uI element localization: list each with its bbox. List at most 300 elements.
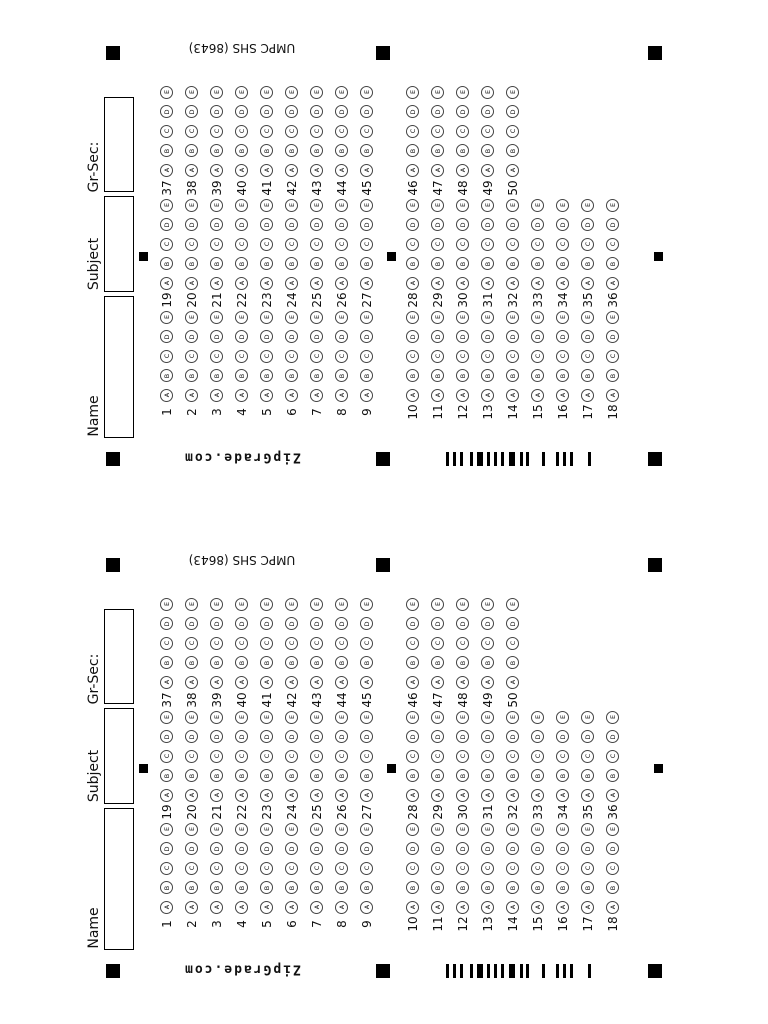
answer-bubble-b[interactable] xyxy=(481,257,494,270)
answer-bubble-a[interactable] xyxy=(506,676,519,689)
answer-bubble-e[interactable] xyxy=(185,823,198,836)
answer-bubble-b[interactable] xyxy=(606,257,619,270)
answer-bubble-b[interactable] xyxy=(235,369,248,382)
answer-bubble-c[interactable] xyxy=(210,637,223,650)
answer-bubble-b[interactable] xyxy=(506,257,519,270)
answer-bubble-a[interactable] xyxy=(360,901,373,914)
answer-bubble-b[interactable] xyxy=(556,369,569,382)
answer-bubble-c[interactable] xyxy=(406,637,419,650)
answer-bubble-a[interactable] xyxy=(185,901,198,914)
answer-bubble-b[interactable] xyxy=(260,369,273,382)
answer-bubble-d[interactable] xyxy=(335,330,348,343)
answer-bubble-b[interactable] xyxy=(431,369,444,382)
answer-bubble-b[interactable] xyxy=(285,881,298,894)
answer-bubble-d[interactable] xyxy=(160,105,173,118)
answer-bubble-a[interactable] xyxy=(160,277,173,290)
answer-bubble-c[interactable] xyxy=(335,350,348,363)
answer-bubble-d[interactable] xyxy=(606,330,619,343)
answer-bubble-a[interactable] xyxy=(456,676,469,689)
answer-bubble-b[interactable] xyxy=(260,144,273,157)
answer-bubble-c[interactable] xyxy=(531,238,544,251)
answer-bubble-d[interactable] xyxy=(481,105,494,118)
answer-bubble-c[interactable] xyxy=(531,862,544,875)
answer-bubble-c[interactable] xyxy=(160,862,173,875)
answer-bubble-d[interactable] xyxy=(581,218,594,231)
answer-bubble-a[interactable] xyxy=(360,389,373,402)
answer-bubble-d[interactable] xyxy=(185,842,198,855)
answer-bubble-e[interactable] xyxy=(506,86,519,99)
answer-bubble-d[interactable] xyxy=(360,330,373,343)
answer-bubble-a[interactable] xyxy=(210,789,223,802)
answer-bubble-a[interactable] xyxy=(506,901,519,914)
answer-bubble-b[interactable] xyxy=(260,656,273,669)
answer-bubble-d[interactable] xyxy=(185,617,198,630)
answer-bubble-d[interactable] xyxy=(260,842,273,855)
answer-bubble-e[interactable] xyxy=(335,823,348,836)
answer-bubble-d[interactable] xyxy=(481,330,494,343)
answer-bubble-d[interactable] xyxy=(210,617,223,630)
answer-bubble-d[interactable] xyxy=(185,105,198,118)
answer-bubble-d[interactable] xyxy=(606,730,619,743)
answer-bubble-d[interactable] xyxy=(310,330,323,343)
answer-bubble-a[interactable] xyxy=(185,389,198,402)
answer-bubble-d[interactable] xyxy=(506,617,519,630)
answer-bubble-a[interactable] xyxy=(285,901,298,914)
answer-bubble-a[interactable] xyxy=(260,277,273,290)
answer-bubble-b[interactable] xyxy=(235,881,248,894)
answer-bubble-b[interactable] xyxy=(406,257,419,270)
answer-bubble-d[interactable] xyxy=(260,105,273,118)
answer-bubble-e[interactable] xyxy=(606,311,619,324)
answer-bubble-b[interactable] xyxy=(260,881,273,894)
answer-bubble-e[interactable] xyxy=(556,711,569,724)
answer-bubble-d[interactable] xyxy=(531,218,544,231)
answer-bubble-e[interactable] xyxy=(506,311,519,324)
answer-bubble-c[interactable] xyxy=(185,637,198,650)
answer-bubble-a[interactable] xyxy=(406,389,419,402)
answer-bubble-e[interactable] xyxy=(360,311,373,324)
answer-bubble-b[interactable] xyxy=(260,769,273,782)
answer-bubble-d[interactable] xyxy=(531,842,544,855)
answer-bubble-e[interactable] xyxy=(235,311,248,324)
answer-bubble-b[interactable] xyxy=(235,656,248,669)
answer-bubble-a[interactable] xyxy=(285,789,298,802)
answer-bubble-c[interactable] xyxy=(556,350,569,363)
answer-bubble-a[interactable] xyxy=(456,164,469,177)
answer-bubble-c[interactable] xyxy=(360,125,373,138)
answer-bubble-e[interactable] xyxy=(431,311,444,324)
answer-bubble-c[interactable] xyxy=(506,125,519,138)
answer-bubble-b[interactable] xyxy=(160,144,173,157)
answer-bubble-a[interactable] xyxy=(335,164,348,177)
answer-bubble-a[interactable] xyxy=(235,164,248,177)
answer-bubble-d[interactable] xyxy=(310,617,323,630)
answer-bubble-d[interactable] xyxy=(235,617,248,630)
answer-bubble-e[interactable] xyxy=(260,598,273,611)
answer-bubble-e[interactable] xyxy=(581,823,594,836)
answer-bubble-b[interactable] xyxy=(531,769,544,782)
answer-bubble-d[interactable] xyxy=(260,330,273,343)
answer-bubble-d[interactable] xyxy=(606,842,619,855)
answer-bubble-a[interactable] xyxy=(431,277,444,290)
answer-bubble-c[interactable] xyxy=(556,750,569,763)
answer-bubble-b[interactable] xyxy=(310,769,323,782)
answer-bubble-a[interactable] xyxy=(160,789,173,802)
answer-bubble-e[interactable] xyxy=(481,311,494,324)
answer-bubble-a[interactable] xyxy=(481,789,494,802)
answer-bubble-e[interactable] xyxy=(310,598,323,611)
answer-bubble-a[interactable] xyxy=(581,277,594,290)
answer-bubble-a[interactable] xyxy=(235,277,248,290)
answer-bubble-a[interactable] xyxy=(606,389,619,402)
answer-bubble-c[interactable] xyxy=(431,350,444,363)
answer-bubble-c[interactable] xyxy=(185,125,198,138)
answer-bubble-e[interactable] xyxy=(506,598,519,611)
answer-bubble-d[interactable] xyxy=(581,330,594,343)
answer-bubble-d[interactable] xyxy=(160,330,173,343)
name-field[interactable] xyxy=(104,296,134,438)
answer-bubble-e[interactable] xyxy=(285,823,298,836)
answer-bubble-b[interactable] xyxy=(160,656,173,669)
answer-bubble-a[interactable] xyxy=(160,901,173,914)
answer-bubble-b[interactable] xyxy=(456,881,469,894)
answer-bubble-b[interactable] xyxy=(456,369,469,382)
answer-bubble-b[interactable] xyxy=(160,369,173,382)
answer-bubble-a[interactable] xyxy=(335,277,348,290)
answer-bubble-a[interactable] xyxy=(235,789,248,802)
answer-bubble-e[interactable] xyxy=(556,199,569,212)
answer-bubble-b[interactable] xyxy=(431,656,444,669)
answer-bubble-e[interactable] xyxy=(481,598,494,611)
answer-bubble-a[interactable] xyxy=(185,789,198,802)
answer-bubble-c[interactable] xyxy=(335,862,348,875)
answer-bubble-b[interactable] xyxy=(310,144,323,157)
answer-bubble-e[interactable] xyxy=(556,311,569,324)
answer-bubble-b[interactable] xyxy=(606,369,619,382)
answer-bubble-b[interactable] xyxy=(160,257,173,270)
answer-bubble-d[interactable] xyxy=(185,330,198,343)
answer-bubble-a[interactable] xyxy=(260,389,273,402)
answer-bubble-b[interactable] xyxy=(160,769,173,782)
answer-bubble-c[interactable] xyxy=(360,350,373,363)
answer-bubble-c[interactable] xyxy=(506,350,519,363)
answer-bubble-c[interactable] xyxy=(581,750,594,763)
answer-bubble-d[interactable] xyxy=(406,842,419,855)
answer-bubble-d[interactable] xyxy=(606,218,619,231)
answer-bubble-a[interactable] xyxy=(481,164,494,177)
answer-bubble-a[interactable] xyxy=(235,901,248,914)
answer-bubble-b[interactable] xyxy=(335,656,348,669)
answer-bubble-a[interactable] xyxy=(456,789,469,802)
answer-bubble-a[interactable] xyxy=(431,164,444,177)
answer-bubble-b[interactable] xyxy=(185,144,198,157)
answer-bubble-d[interactable] xyxy=(406,617,419,630)
answer-bubble-d[interactable] xyxy=(285,105,298,118)
answer-bubble-e[interactable] xyxy=(406,823,419,836)
answer-bubble-b[interactable] xyxy=(335,369,348,382)
answer-bubble-b[interactable] xyxy=(360,656,373,669)
answer-bubble-d[interactable] xyxy=(556,330,569,343)
answer-bubble-e[interactable] xyxy=(160,311,173,324)
answer-bubble-d[interactable] xyxy=(581,730,594,743)
answer-bubble-a[interactable] xyxy=(285,277,298,290)
answer-bubble-e[interactable] xyxy=(235,823,248,836)
answer-bubble-d[interactable] xyxy=(335,842,348,855)
answer-bubble-b[interactable] xyxy=(431,769,444,782)
answer-bubble-d[interactable] xyxy=(160,842,173,855)
answer-bubble-d[interactable] xyxy=(210,330,223,343)
answer-bubble-d[interactable] xyxy=(235,330,248,343)
answer-bubble-b[interactable] xyxy=(406,881,419,894)
answer-bubble-c[interactable] xyxy=(531,350,544,363)
answer-bubble-c[interactable] xyxy=(506,637,519,650)
answer-bubble-d[interactable] xyxy=(235,842,248,855)
answer-bubble-a[interactable] xyxy=(335,789,348,802)
answer-bubble-c[interactable] xyxy=(260,862,273,875)
answer-bubble-d[interactable] xyxy=(531,330,544,343)
answer-bubble-b[interactable] xyxy=(506,881,519,894)
answer-bubble-b[interactable] xyxy=(581,881,594,894)
answer-bubble-e[interactable] xyxy=(160,86,173,99)
answer-bubble-c[interactable] xyxy=(210,350,223,363)
answer-bubble-a[interactable] xyxy=(531,389,544,402)
answer-bubble-e[interactable] xyxy=(310,823,323,836)
answer-bubble-a[interactable] xyxy=(310,901,323,914)
answer-bubble-e[interactable] xyxy=(531,823,544,836)
answer-bubble-d[interactable] xyxy=(285,617,298,630)
answer-bubble-b[interactable] xyxy=(481,656,494,669)
answer-bubble-d[interactable] xyxy=(506,842,519,855)
answer-bubble-b[interactable] xyxy=(360,257,373,270)
answer-bubble-b[interactable] xyxy=(285,257,298,270)
answer-bubble-d[interactable] xyxy=(360,842,373,855)
answer-bubble-c[interactable] xyxy=(581,862,594,875)
answer-bubble-b[interactable] xyxy=(360,144,373,157)
answer-bubble-c[interactable] xyxy=(456,862,469,875)
answer-bubble-a[interactable] xyxy=(235,389,248,402)
answer-bubble-b[interactable] xyxy=(406,656,419,669)
answer-bubble-e[interactable] xyxy=(531,311,544,324)
answer-bubble-a[interactable] xyxy=(556,901,569,914)
answer-bubble-b[interactable] xyxy=(506,144,519,157)
answer-bubble-b[interactable] xyxy=(335,769,348,782)
answer-bubble-c[interactable] xyxy=(210,862,223,875)
answer-bubble-c[interactable] xyxy=(285,637,298,650)
answer-bubble-e[interactable] xyxy=(210,311,223,324)
answer-bubble-d[interactable] xyxy=(531,730,544,743)
answer-bubble-e[interactable] xyxy=(360,86,373,99)
answer-bubble-e[interactable] xyxy=(481,86,494,99)
answer-bubble-d[interactable] xyxy=(360,105,373,118)
answer-bubble-e[interactable] xyxy=(456,823,469,836)
answer-bubble-c[interactable] xyxy=(606,238,619,251)
answer-bubble-e[interactable] xyxy=(406,86,419,99)
answer-bubble-e[interactable] xyxy=(606,823,619,836)
answer-bubble-d[interactable] xyxy=(260,617,273,630)
answer-bubble-b[interactable] xyxy=(185,656,198,669)
answer-bubble-d[interactable] xyxy=(210,105,223,118)
answer-bubble-d[interactable] xyxy=(431,842,444,855)
answer-bubble-b[interactable] xyxy=(481,881,494,894)
answer-bubble-a[interactable] xyxy=(360,164,373,177)
answer-bubble-e[interactable] xyxy=(456,598,469,611)
answer-bubble-a[interactable] xyxy=(431,901,444,914)
answer-bubble-d[interactable] xyxy=(360,617,373,630)
answer-bubble-c[interactable] xyxy=(481,637,494,650)
answer-bubble-a[interactable] xyxy=(260,676,273,689)
answer-bubble-e[interactable] xyxy=(160,598,173,611)
answer-bubble-c[interactable] xyxy=(285,862,298,875)
answer-bubble-d[interactable] xyxy=(160,617,173,630)
answer-bubble-e[interactable] xyxy=(335,598,348,611)
answer-bubble-a[interactable] xyxy=(185,277,198,290)
answer-bubble-a[interactable] xyxy=(556,389,569,402)
answer-bubble-b[interactable] xyxy=(360,769,373,782)
answer-bubble-a[interactable] xyxy=(456,277,469,290)
answer-bubble-b[interactable] xyxy=(556,257,569,270)
answer-bubble-c[interactable] xyxy=(235,862,248,875)
answer-bubble-a[interactable] xyxy=(406,676,419,689)
answer-bubble-e[interactable] xyxy=(406,311,419,324)
answer-bubble-e[interactable] xyxy=(406,598,419,611)
answer-bubble-a[interactable] xyxy=(481,389,494,402)
answer-bubble-a[interactable] xyxy=(335,676,348,689)
answer-bubble-c[interactable] xyxy=(456,637,469,650)
answer-bubble-a[interactable] xyxy=(160,389,173,402)
answer-bubble-e[interactable] xyxy=(456,311,469,324)
answer-bubble-c[interactable] xyxy=(335,125,348,138)
answer-bubble-c[interactable] xyxy=(606,862,619,875)
answer-bubble-b[interactable] xyxy=(481,369,494,382)
answer-bubble-c[interactable] xyxy=(506,862,519,875)
answer-bubble-a[interactable] xyxy=(335,389,348,402)
answer-bubble-d[interactable] xyxy=(310,842,323,855)
answer-bubble-a[interactable] xyxy=(210,389,223,402)
grsec-field[interactable] xyxy=(104,97,134,192)
answer-bubble-c[interactable] xyxy=(606,750,619,763)
answer-bubble-d[interactable] xyxy=(481,842,494,855)
answer-bubble-e[interactable] xyxy=(431,823,444,836)
answer-bubble-a[interactable] xyxy=(185,676,198,689)
answer-bubble-b[interactable] xyxy=(335,881,348,894)
answer-bubble-a[interactable] xyxy=(556,789,569,802)
answer-bubble-e[interactable] xyxy=(285,86,298,99)
answer-bubble-b[interactable] xyxy=(406,144,419,157)
answer-bubble-a[interactable] xyxy=(260,164,273,177)
answer-bubble-c[interactable] xyxy=(406,350,419,363)
answer-bubble-b[interactable] xyxy=(285,656,298,669)
answer-bubble-b[interactable] xyxy=(431,144,444,157)
answer-bubble-e[interactable] xyxy=(235,86,248,99)
answer-bubble-c[interactable] xyxy=(310,862,323,875)
answer-bubble-b[interactable] xyxy=(210,257,223,270)
answer-bubble-a[interactable] xyxy=(360,277,373,290)
answer-bubble-b[interactable] xyxy=(606,769,619,782)
answer-bubble-b[interactable] xyxy=(210,144,223,157)
answer-bubble-d[interactable] xyxy=(556,842,569,855)
answer-bubble-a[interactable] xyxy=(406,901,419,914)
answer-bubble-c[interactable] xyxy=(160,125,173,138)
answer-bubble-b[interactable] xyxy=(310,257,323,270)
answer-bubble-a[interactable] xyxy=(606,789,619,802)
answer-bubble-b[interactable] xyxy=(431,257,444,270)
answer-bubble-e[interactable] xyxy=(456,86,469,99)
answer-bubble-a[interactable] xyxy=(160,676,173,689)
answer-bubble-e[interactable] xyxy=(531,199,544,212)
answer-bubble-e[interactable] xyxy=(260,86,273,99)
answer-bubble-a[interactable] xyxy=(556,277,569,290)
answer-bubble-a[interactable] xyxy=(506,277,519,290)
answer-bubble-b[interactable] xyxy=(581,257,594,270)
answer-bubble-a[interactable] xyxy=(310,389,323,402)
answer-bubble-b[interactable] xyxy=(310,656,323,669)
answer-bubble-e[interactable] xyxy=(310,311,323,324)
answer-bubble-c[interactable] xyxy=(335,637,348,650)
answer-bubble-b[interactable] xyxy=(335,144,348,157)
answer-bubble-b[interactable] xyxy=(360,881,373,894)
answer-bubble-a[interactable] xyxy=(260,901,273,914)
answer-bubble-c[interactable] xyxy=(431,637,444,650)
answer-bubble-b[interactable] xyxy=(406,769,419,782)
answer-bubble-a[interactable] xyxy=(431,789,444,802)
answer-bubble-a[interactable] xyxy=(310,789,323,802)
answer-bubble-d[interactable] xyxy=(456,105,469,118)
answer-bubble-e[interactable] xyxy=(360,823,373,836)
answer-bubble-a[interactable] xyxy=(185,164,198,177)
answer-bubble-a[interactable] xyxy=(456,901,469,914)
answer-bubble-e[interactable] xyxy=(210,86,223,99)
name-field[interactable] xyxy=(104,808,134,950)
answer-bubble-b[interactable] xyxy=(285,769,298,782)
answer-bubble-b[interactable] xyxy=(556,881,569,894)
answer-bubble-e[interactable] xyxy=(581,311,594,324)
answer-bubble-c[interactable] xyxy=(360,862,373,875)
answer-bubble-e[interactable] xyxy=(185,598,198,611)
answer-bubble-a[interactable] xyxy=(481,676,494,689)
answer-bubble-e[interactable] xyxy=(235,598,248,611)
answer-bubble-b[interactable] xyxy=(210,369,223,382)
answer-bubble-e[interactable] xyxy=(431,598,444,611)
answer-bubble-c[interactable] xyxy=(260,350,273,363)
answer-bubble-c[interactable] xyxy=(581,350,594,363)
answer-bubble-a[interactable] xyxy=(310,676,323,689)
answer-bubble-b[interactable] xyxy=(606,881,619,894)
answer-bubble-c[interactable] xyxy=(406,125,419,138)
subject-field[interactable] xyxy=(104,196,134,292)
answer-bubble-a[interactable] xyxy=(360,676,373,689)
answer-bubble-b[interactable] xyxy=(556,769,569,782)
answer-bubble-d[interactable] xyxy=(431,330,444,343)
answer-bubble-c[interactable] xyxy=(210,125,223,138)
answer-bubble-b[interactable] xyxy=(285,144,298,157)
answer-bubble-b[interactable] xyxy=(210,656,223,669)
subject-field[interactable] xyxy=(104,708,134,804)
answer-bubble-e[interactable] xyxy=(581,711,594,724)
answer-bubble-b[interactable] xyxy=(581,769,594,782)
answer-bubble-a[interactable] xyxy=(506,789,519,802)
answer-bubble-c[interactable] xyxy=(581,238,594,251)
answer-bubble-b[interactable] xyxy=(431,881,444,894)
grsec-field[interactable] xyxy=(104,609,134,704)
answer-bubble-e[interactable] xyxy=(360,598,373,611)
answer-bubble-b[interactable] xyxy=(210,881,223,894)
answer-bubble-a[interactable] xyxy=(235,676,248,689)
answer-bubble-b[interactable] xyxy=(235,257,248,270)
answer-bubble-e[interactable] xyxy=(581,199,594,212)
answer-bubble-a[interactable] xyxy=(531,789,544,802)
answer-bubble-e[interactable] xyxy=(160,823,173,836)
answer-bubble-b[interactable] xyxy=(185,769,198,782)
